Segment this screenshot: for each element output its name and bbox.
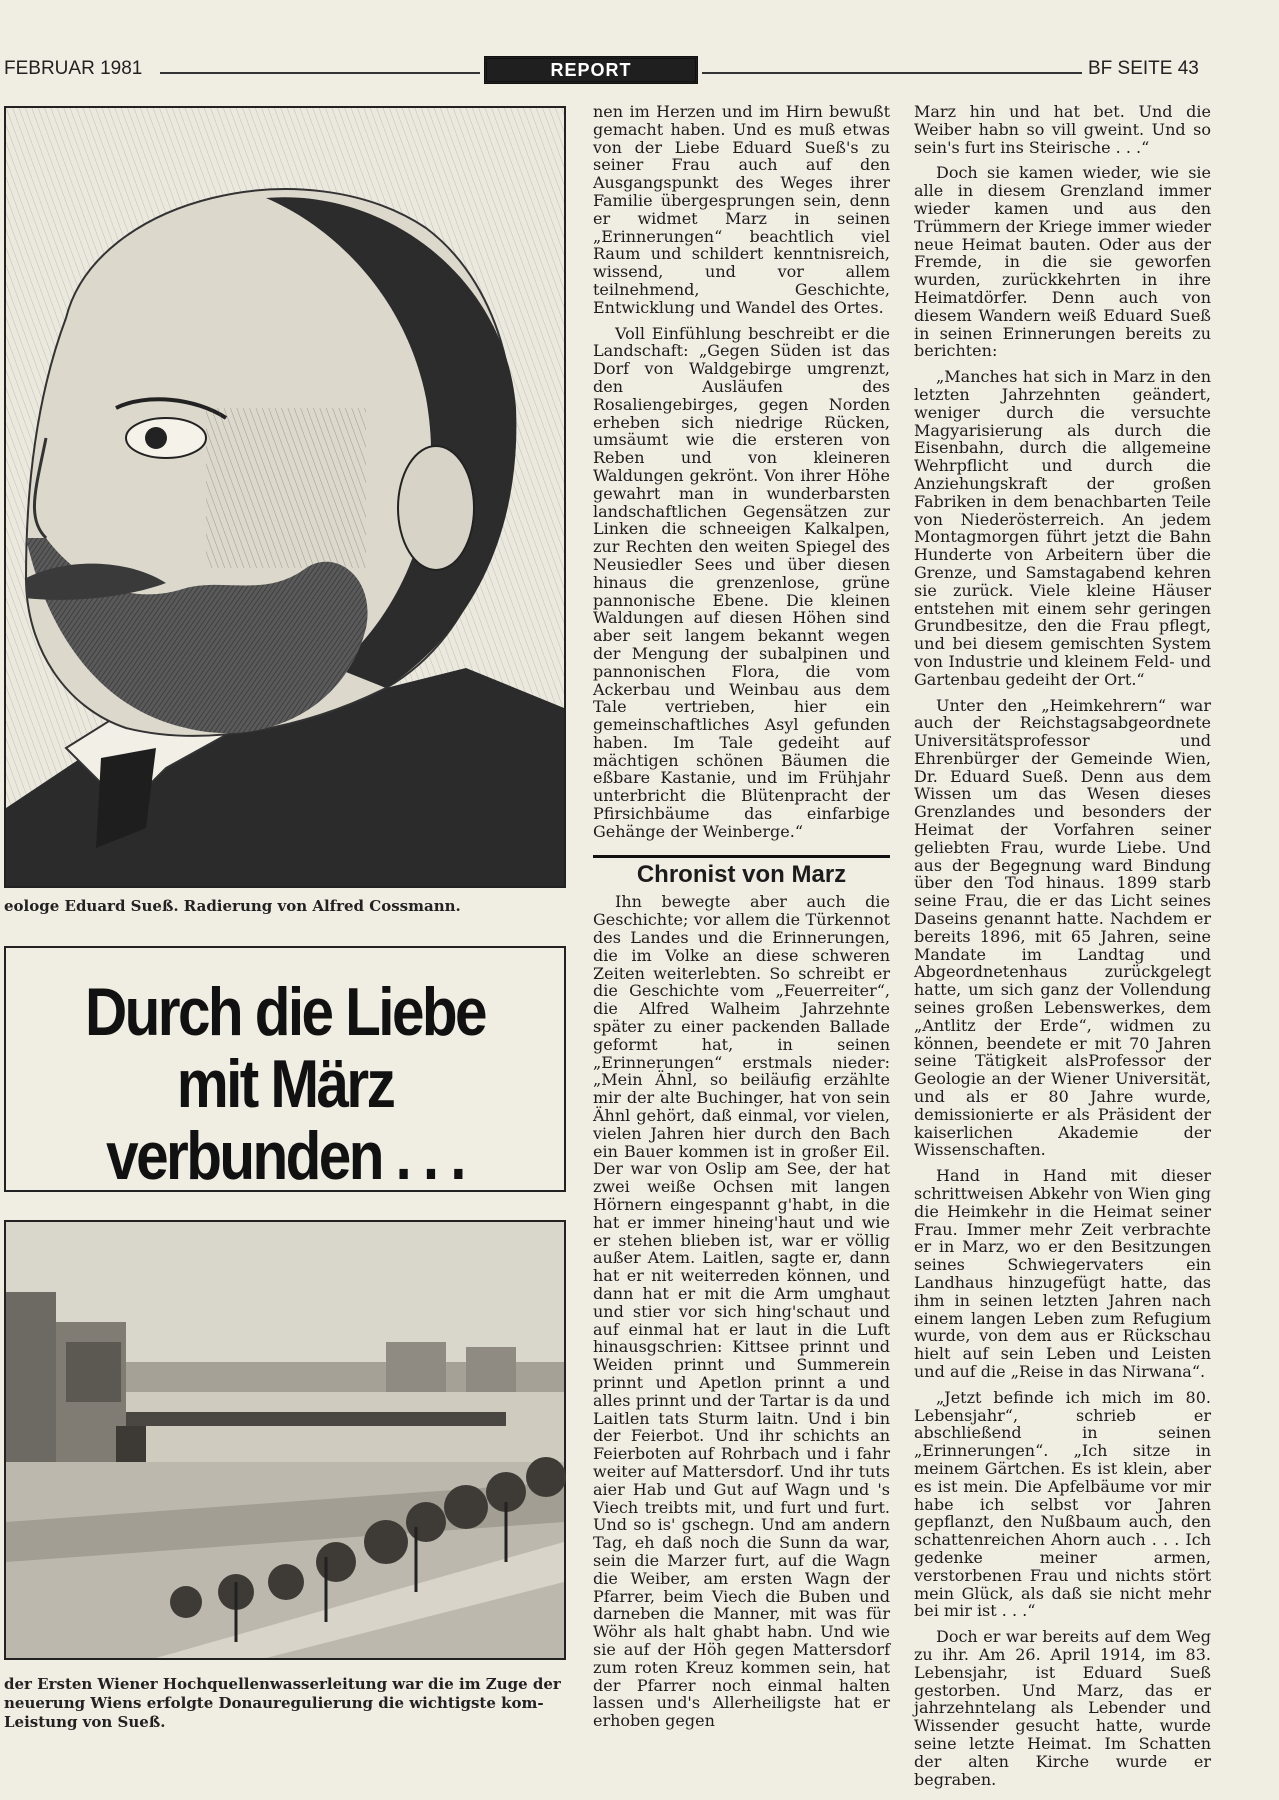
page-number: BF SEITE 43 [1088,58,1199,79]
photo-caption-line-2: neuerung Wiens erfolgte Donauregulierung die wichtigste kom- [4,1694,544,1712]
article-paragraph: Doch er war bereits auf dem Weg zu ihr. Am 26. April 1914, im 83. Lebensjahr, ist Eduard Sueß gestorben. Und Marz, das er jahrzehntelang als Lebender und Wissender gesucht hatte, wurde seine letzte Heimat. Im Schatten der alten Kirche wurde er begraben. [914,1627,1211,1789]
photo-caption-line-1: der Ersten Wiener Hochquellenwasserleitung war die im Zuge der [4,1675,561,1693]
portrait-image [4,106,566,888]
headline-line-2: mit März [176,1046,394,1122]
headline-line-1: Durch die Liebe [84,974,485,1050]
header-rule-right [702,72,1082,74]
subhead-box [593,855,890,888]
section-label: REPORT [550,59,632,80]
article-paragraph: Marz hin und hat bet. Und die Weiber habn so vill gweint. Und so sein's furt ins Steirische . . .“ [914,102,1211,157]
header-rule-left [160,72,480,74]
historic-photo [4,1220,566,1660]
article-paragraph: „Jetzt befinde ich mich im 80. Lebensjahr“, schrieb er abschließend in seinen „Erinnerungen“. „Ich sitze in meinem Gärtchen. Es ist klein, aber es ist mein. Die Apfelbäume vor mir habe ich selbst vor Jahren gepflanzt, den Nußbaum auch, den schattenreichen Ahorn auch . . . Ich gedenke meiner armen, verstorbenen Frau und nichts stört mein Glück, als daß sie nicht mehr bei mir ist . . .“ [914,1387,1211,1621]
article-column-1 [593,103,890,1763]
headline-line-3: verbunden . . . [106,1118,464,1194]
photo-caption-line-3: Leistung von Sueß. [4,1713,166,1731]
river-regulation-photo [6,1222,564,1658]
article-paragraph: Hand in Hand mit dieser schrittweisen Abkehr von Wien ging die Heimkehr in die Heimat seiner Frau. Immer mehr Zeit verbrachte er in Marz, wo er den Besitzungen seines Schwiegervaters ein Landhaus hinzugefügt hatte, das ihm in seinen letzten Jahren nach einem langen Leben zum Refugium wurde, von dem aus er Rückschau hielt auf sein Leben und Leisten und auf die „Reise in das Nirwana“. [914,1166,1211,1381]
headline-box [4,946,566,1192]
article-paragraph: „Manches hat sich in Marz in den letzten Jahrzehnten geändert, weniger durch die versuchte Magyarisierung als durch die Eisenbahn, durch die allgemeine Wehrpflicht und durch die Anziehungskraft der großen Fabriken in dem benachbarten Teile von Niederösterreich. An jedem Montagmorgen führt jetzt die Bahn Hunderte von Arbeitern über die Grenze, und Samstagabend kehren sie zurück. Viele kleine Häuser entstehen mit einem sehr geringen Grundbesitze, den die Frau pflegt, und bei diesem gemischten System von Industrie und kleinem Feld- und Gartenbau gedeiht der Ort.“ [914,367,1211,689]
article-paragraph: Ihn bewegte aber auch die Geschichte; vor allem die Türkennot des Landes und die Erinnerungen, die im Volke an diese schweren Zeiten weiterlebten. So schreibt er die Geschichte vom „Feuerreiter“, die Alfred Walheim Jahrzehnte später zu einer packenden Ballade geformt hat, in seinen „Erinnerungen“ erstmals nieder: „Mein Ähnl, so beiläufig erzählte mir der alte Buchinger, hat von sein Ähnl gehört, daß einmal, vor vielen, vielen Jahren hier durch den Bach ein Bauer kommen ist in großer Eil. Der war von Oslip am See, der hat zwei weiße Ochsen mit langen Hörnern eingespannt g'habt, in die hat er immer hineing'haut und wie er stehen blieben ist, war er völlig außer Atem. Laitlen, sagte er, dann hat er nit weiterreden können, und dann hat er mit die Arm umghaut und stier vor sich hing'schaut und auf einmal hat er laut in die Luft hinausgschrien: Kittsee prinnt und Weiden prinnt und Summerein prinnt und Apetlon prinnt a und alles prinnt und der Tartar is da und Laitlen tats Sturm laitn. Und i bin der Feierbot. Und ihr schichts an Feierboten auf Rohrbach und i fahr weiter auf Mattersdorf. Und ihr tuts aier Hab und Gut auf Wagn und 's Viech treibts mit, und furt und furt. Und so is' gschegn. Und am andern Tag, eh daß noch die Sunn da war, sein die Marzer furt, auf die Wagn die Weiber, am ersten Wagn der Pfarrer, beim Viech die Buben und darneben die Manner, mit was für Wöhr als halt ghabt habn. Und wie sie auf der Höh gegen Mattersdorf zum roten Kreuz kommen sein, hat der Pfarrer noch einmal halten lassen und's Allerheiligste hat er erhoben gegen [593,892,890,1731]
section-label-box [484,56,698,84]
photo-caption [4,1675,564,1732]
article-column-2 [914,102,1211,1789]
article-paragraph: Doch sie kamen wieder, wie sie alle in diesem Grenzland immer wieder kamen und aus den Trümmern der Kriege immer wieder neue Heimat bauten. Oder aus der Fremde, in die sie geworfen wurden, zurückkehrten in ihre Heimatdörfer. Denn auch von diesem Wandern weiß Eduard Sueß in seinen Erinnerungen bereits zu berichten: [914,163,1211,361]
issue-date: FEBRUAR 1981 [4,58,143,79]
portrait-engraving [6,108,564,886]
article-paragraph: Unter den „Heimkehrern“ war auch der Reichstagsabgeordnete Universitätsprofessor und Ehrenbürger der Gemeinde Wien, Dr. Eduard Sueß. Denn aus dem Wissen um das Wesen dieses Grenzlandes und besonders der Heimat der Vorfahren seiner geliebten Frau, wurde Liebe. Und aus der Begegnung ward Bindung über den Tod hinaus. 1899 starb seine Frau, die er das Licht seines Daseins genannt hatte. Nachdem er bereits 1896, mit 65 Jahren, seine Mandate im Landtag und Abgeordnetenhaus zurückgelegt hatte, um sich ganz der Vollendung seines großen Lebenswerkes, dem „Antlitz der Erde“, widmen zu können, beendete er mit 70 Jahren seine Tätigkeit alsProfessor der Geologie an der Wiener Universität, und als er 80 Jahre wurde, demissionierte er als Präsident der kaiserlichen Akademie der Wissenschaften. [914,695,1211,1160]
article-paragraph: Voll Einfühlung beschreibt er die Landschaft: „Gegen Süden ist das Dorf von Waldgebirge umgrenzt, den Ausläufen des Rosaliengebirges, gegen Norden erheben sich niedrige Rücken, umsäumt wie die ersteren von Reben und von kleineren Waldungen gekrönt. Von ihrer Höhe gewahrt man in wunderbarsten landschaftlichen Gegensätzen zur Linken die schneeigen Kalkalpen, zur Rechten den weiten Spiegel des Neusiedler Sees und über diesen hinaus die grenzenlose, grüne pannonische Ebene. Die kleinen Waldungen auf diesen Höhen sind aber seit langem bekannt wegen der Mengung der subalpinen und pannonischen Flora, die vom Ackerbau und Weinbau aus dem Tale vertrieben, hier ein gemeinschaftliches Asyl gefunden haben. Im Tale gedeiht auf mächtigen schönen Bäumen die eßbare Kastanie, und im Frühjahr unterbricht die Blütenpracht der Pfirsichbäume das einfarbige Gehänge der Weinberge.“ [593,323,890,841]
headline [45,976,525,1192]
portrait-caption: eologe Eduard Sueß. Radierung von Alfred Cossmann. [4,897,461,915]
subhead: Chronist von Marz [636,860,847,888]
article-paragraph: nen im Herzen und im Hirn bewußt gemacht haben. Und es muß etwas von der Liebe Eduard Sueß's zu seiner Frau auch auf den Ausgangspunkt des Weges ihrer Familie übergesprungen sein, denn er widmet Marz in seinen „Erinnerungen“ beachtlich viel Raum und schildert kenntnisreich, wissend, und vor allem teilnehmend, Geschichte, Entwicklung und Wandel des Ortes. [593,102,890,317]
